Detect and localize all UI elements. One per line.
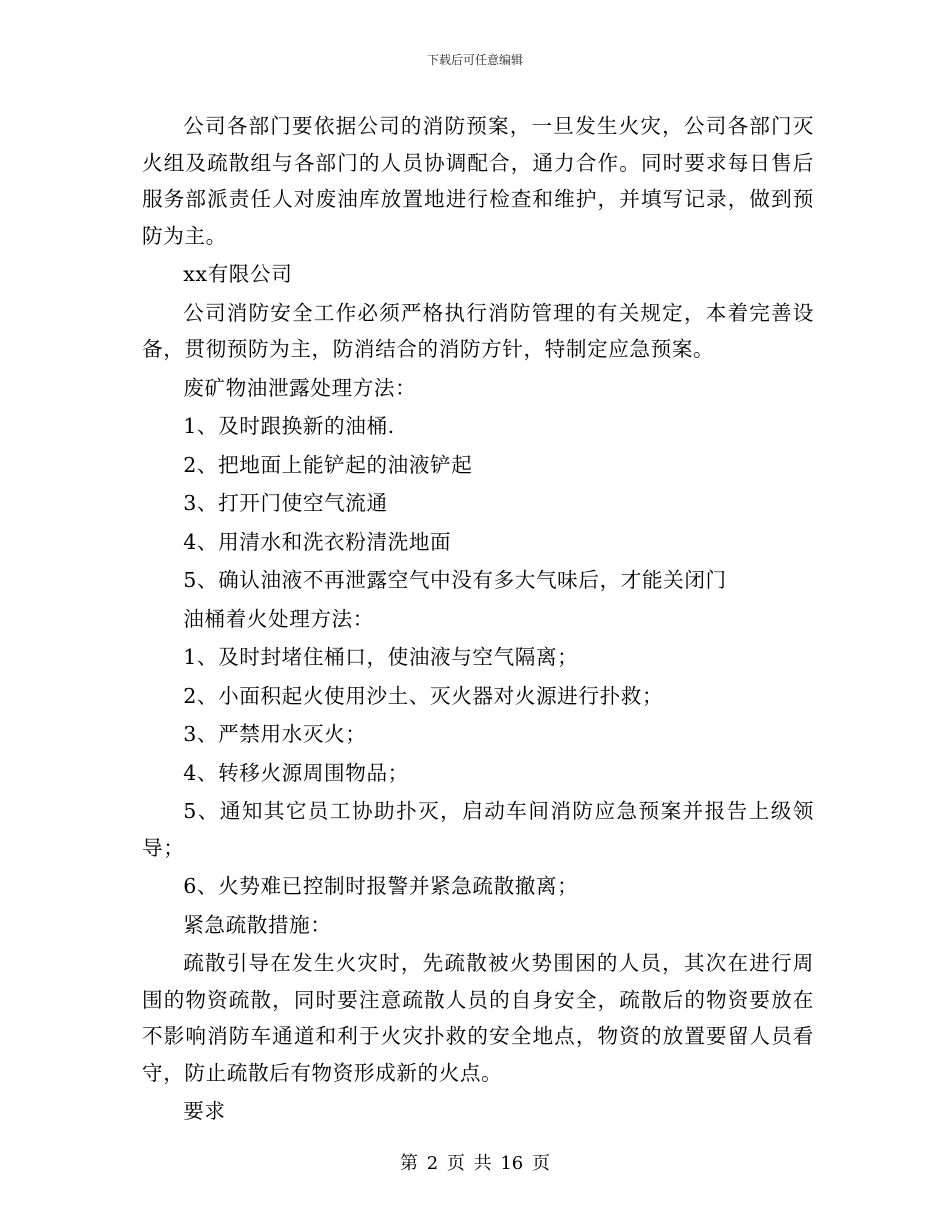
list-item-fire-6: 6、火势难已控制时报警并紧急疏散撤离；: [183, 874, 579, 898]
paragraph-company-name: xx有限公司: [183, 262, 293, 286]
paragraph-evacuation-guidance: 疏散引导在发生火灾时，先疏散被火势围困的人员，其次在进行周围的物资疏散，同时要注意疏散人员的自身安全，疏散后的物资要放在不影响消防车通道和利于火灾扑救的安全地点，物资的放置要留人员看守，防止疏散后有物资形成新的火点。: [142, 951, 814, 1085]
heading-evacuation-measures: 紧急疏散措施：: [183, 912, 332, 937]
page-header: 下载后可任意编辑: [426, 53, 523, 67]
list-item-leak-2: 2、把地面上能铲起的油液铲起: [183, 452, 473, 477]
list-item-fire-5: 5、通知其它员工协助扑灭，启动车间消防应急预案并报告上级领导；: [142, 799, 814, 860]
list-item-fire-1: 1、及时封堵住桶口，使油液与空气隔离；: [183, 645, 579, 669]
page-number-footer: 第 2 页 共 16 页: [400, 1153, 550, 1174]
paragraph-fire-plan-cooperation: 公司各部门要依据公司的消防预案，一旦发生火灾，公司各部门灭火组及疏散组与各部门的人员协调配合，通力合作。同时要求每日售后服务部派责任人对废油库放置地进行检查和维护，并填写记录，做到预防为主。: [142, 114, 814, 248]
list-item-leak-4: 4、用清水和洗衣粉清洗地面: [183, 529, 452, 554]
list-item-fire-2: 2、小面积起火使用沙土、灭火器对火源进行扑救；: [183, 683, 664, 708]
heading-barrel-fire-handling: 油桶着火处理方法：: [183, 606, 374, 631]
list-item-fire-3: 3、严禁用水灭火；: [183, 722, 367, 746]
list-item-leak-1: 1、及时跟换新的油桶.: [183, 414, 395, 438]
heading-requirements: 要求: [183, 1099, 226, 1123]
list-item-leak-3: 3、打开门使空气流通: [183, 491, 388, 515]
document-body: [142, 108, 814, 1130]
list-item-fire-4: 4、转移火源周围物品；: [183, 760, 409, 785]
heading-oil-leak-handling: 废矿物油泄露处理方法：: [183, 375, 417, 400]
paragraph-fire-safety-policy: 公司消防安全工作必须严格执行消防管理的有关规定，本着完善设备，贯彻预防为主，防消结合的消防方针，特制定应急预案。: [142, 300, 814, 361]
list-item-leak-5: 5、确认油液不再泄露空气中没有多大气味后，才能关闭门: [183, 568, 727, 592]
